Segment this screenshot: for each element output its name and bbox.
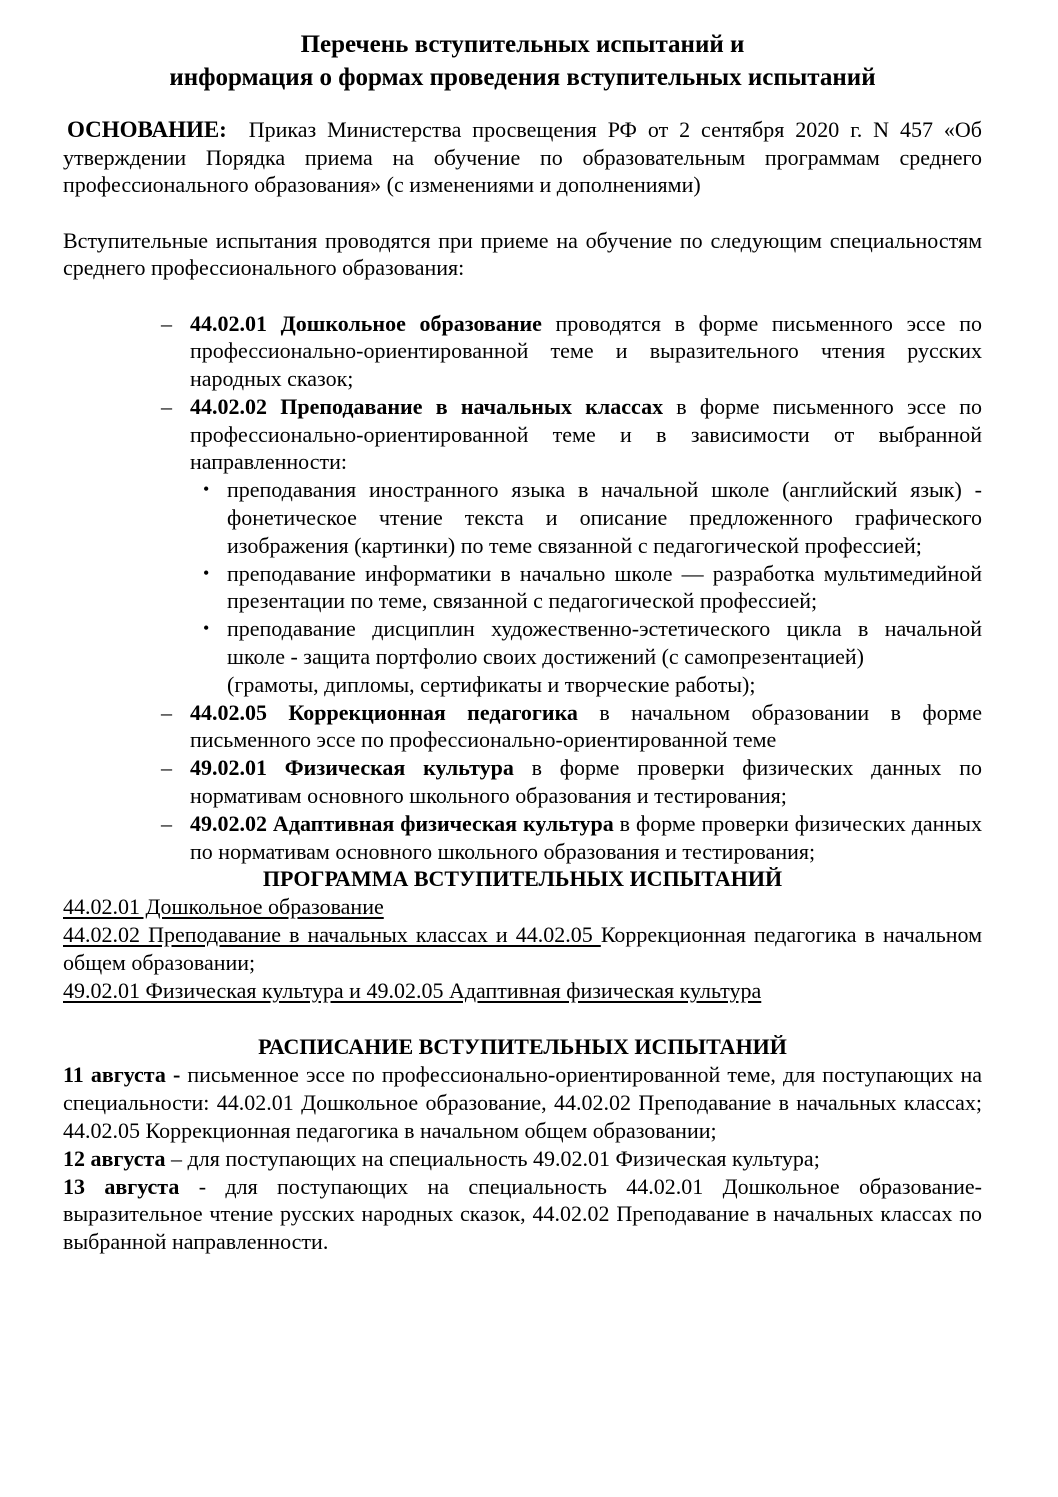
title-line-1: Перечень вступительных испытаний и — [300, 31, 745, 58]
program-line — [63, 977, 982, 1005]
specialty-code-name: 44.02.05 Коррекционная педагогика — [190, 699, 578, 725]
direction-text: преподавание информатики в начально школе — разработка мультимедийной презентации по теме, связанной с педагогической профессией; — [227, 560, 982, 614]
specialty-item — [161, 810, 983, 866]
bullet-marker: • — [203, 562, 210, 583]
bullet-marker: • — [203, 479, 210, 500]
intro-paragraph: Вступительные испытания проводятся при приеме на обучение по следующим специальностям среднего профессионального образования: — [63, 227, 982, 280]
schedule-text: – для поступающих на специальность 49.02.01 Физическая культура; — [165, 1145, 820, 1171]
specialty-code-name: 49.02.01 Физическая культура — [190, 755, 514, 781]
program-link-primary-correctional[interactable]: 44.02.02 Преподавание в начальных классах и 44.02.05 — [63, 922, 601, 948]
direction-list — [190, 476, 982, 698]
specialty-code-name: 44.02.02 Преподавание в начальных классах — [190, 393, 664, 419]
schedule-text: - для поступающих на специальность 44.02.01 Дошкольное образование- выразительное чтение русских народных сказок, 44.02.02 Преподавание в начальных классах по выбранной направленности. — [63, 1173, 982, 1255]
direction-item — [203, 615, 982, 698]
dash-marker: – — [161, 310, 172, 336]
program-link-physical-culture[interactable]: 49.02.01 Физическая культура и 49.02.05 Адаптивная физическая культура — [63, 978, 762, 1004]
direction-item — [203, 476, 982, 559]
dash-marker: – — [161, 699, 172, 725]
direction-text: преподавание дисциплин художественно-эстетического цикла в начальной школе - защита портфолио своих достижений (с самопрезентацией) — [227, 616, 982, 670]
schedule-heading: РАСПИСАНИЕ ВСТУПИТЕЛЬНЫХ ИСПЫТАНИЙ — [258, 1034, 787, 1060]
schedule-item — [63, 1145, 982, 1173]
specialty-item — [161, 310, 982, 393]
schedule-item — [63, 1061, 982, 1144]
bullet-marker: • — [203, 618, 210, 639]
schedule-date: 13 августа — [63, 1173, 180, 1199]
schedule-date: 11 августа - — [63, 1062, 181, 1088]
schedule-item — [63, 1173, 982, 1256]
basis-label: ОСНОВАНИЕ: — [67, 117, 227, 142]
program-line — [63, 893, 982, 921]
specialty-description: проводятся в форме письменного эссе по профессионально-ориентированной теме и выразительного чтения русских народных сказок; — [190, 310, 982, 392]
specialty-description: в начальном образовании в форме письменного эссе по профессионально-ориентированной теме — [190, 699, 982, 753]
dash-marker: – — [161, 810, 172, 836]
basis-text: Приказ Министерства просвещения РФ от 2 сентября 2020 г. N 457 «Об утверждении Порядка приема на обучение по образовательным программам среднего профессионального образования» (с изменениями и дополнениями) — [63, 117, 983, 197]
specialty-description: в форме письменного эссе по профессионально-ориентированной теме и в зависимости от выбранной направленности: — [190, 393, 982, 475]
direction-text: преподавания иностранного языка в начальной школе (английский язык) - фонетическое чтение текста и описание предложенного графического изображения (картинки) по теме связанной с педагогической профессией; — [227, 477, 982, 558]
document-page — [63, 28, 982, 1256]
schedule-text: письменное эссе по профессионально-ориентированной теме, для поступающих на специальности: 44.02.01 Дошкольное образование, 44.02.02 Преподавание в начальных классах; 44.02.05 Коррекционная педагогика в начальном общем образовании; — [63, 1062, 982, 1144]
specialty-code-name: 44.02.01 Дошкольное образование — [190, 310, 542, 336]
direction-extra-text: (грамоты, дипломы, сертификаты и творческие работы); — [227, 671, 756, 697]
specialty-list — [63, 310, 982, 866]
program-link-preschool[interactable]: 44.02.01 Дошкольное образование — [63, 894, 384, 920]
document-title — [63, 28, 982, 94]
direction-item — [203, 560, 982, 616]
specialty-item — [161, 699, 982, 755]
specialty-description: в форме проверки физических данных по нормативам основного школьного образования и тестирования; — [190, 810, 983, 864]
program-links — [63, 893, 982, 1005]
schedule-date: 12 августа — [63, 1145, 166, 1171]
program-line — [63, 921, 982, 977]
specialty-item — [161, 393, 982, 699]
dash-marker: – — [161, 755, 172, 781]
specialty-code-name: 49.02.02 Адаптивная физическая культура — [190, 810, 614, 836]
specialty-item — [161, 754, 982, 810]
schedule-list — [63, 1061, 982, 1256]
specialty-description: в форме проверки физических данных по нормативам основного школьного образования и тестирования; — [190, 755, 982, 809]
program-link-tail-text: Коррекционная педагогика в начальном общем образовании; — [63, 922, 983, 976]
dash-marker: – — [161, 393, 172, 419]
title-line-2: информация о формах проведения вступительных испытаний — [169, 64, 876, 91]
basis-paragraph — [63, 116, 982, 199]
program-heading: ПРОГРАММА ВСТУПИТЕЛЬНЫХ ИСПЫТАНИЙ — [262, 866, 783, 892]
